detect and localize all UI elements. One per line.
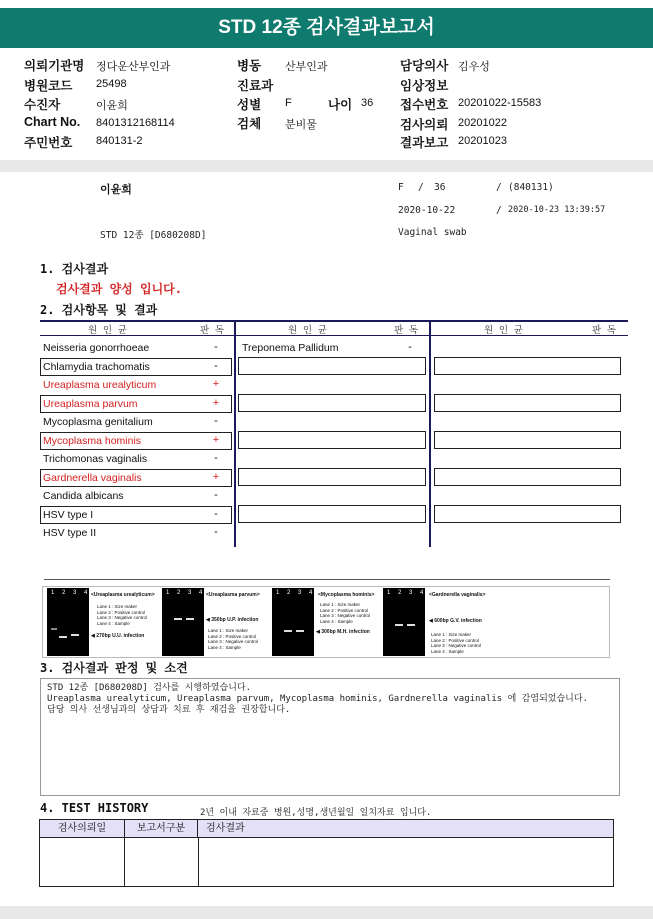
gel-ladder bbox=[51, 628, 57, 630]
gel-band-label: ◀ 350bp U.P. infection bbox=[206, 617, 259, 623]
gel-legend: Lane 1 : Size maker Lane 2 : Positive control Lane 3 : Negative control Lane 4 : Sample bbox=[431, 632, 482, 654]
col2-empty-box bbox=[238, 468, 426, 486]
col3-organism-header: 원 인 균 bbox=[484, 325, 523, 336]
summary-slash-1: / bbox=[418, 182, 424, 193]
report-label: 결과보고 bbox=[400, 136, 449, 150]
gel-band bbox=[186, 618, 194, 620]
gel-band bbox=[284, 630, 292, 632]
doctor-label: 담당의사 bbox=[400, 59, 449, 73]
col2-empty-box bbox=[238, 431, 426, 449]
history-col-request-date: 검사의뢰일 bbox=[40, 820, 125, 837]
request-value: 20201022 bbox=[458, 117, 507, 129]
page-separator bbox=[0, 160, 653, 172]
organism-result: - bbox=[214, 489, 218, 501]
gel-band bbox=[395, 624, 403, 626]
summary-slash-3: / bbox=[496, 205, 502, 216]
history-note: 2년 이내 자료중 병원,성명,생년월일 일치자료 입니다. bbox=[200, 808, 432, 818]
gel-title: <Ureaplasma parvum> bbox=[206, 592, 260, 598]
summary-specimen: Vaginal swab bbox=[398, 227, 467, 238]
gel-band bbox=[407, 624, 415, 626]
col1-organism-header: 원 인 균 bbox=[88, 325, 127, 336]
organism-result: + bbox=[212, 470, 220, 483]
table-divider-2 bbox=[429, 320, 431, 547]
sex-value: F bbox=[285, 97, 292, 109]
resident-value: 840131-2 bbox=[96, 135, 143, 147]
chart-label: Chart No. bbox=[24, 115, 81, 129]
organism-name: Mycoplasma hominis bbox=[43, 434, 142, 447]
gel-band-label: ◀ 270bp U.U. infection bbox=[91, 633, 145, 639]
col3-empty-box bbox=[434, 431, 621, 449]
code-value: 25498 bbox=[96, 78, 127, 90]
col3-empty-box bbox=[434, 468, 621, 486]
gel-image bbox=[272, 588, 314, 656]
gel-panel-gv bbox=[383, 588, 513, 656]
gel-panel-uu bbox=[47, 588, 180, 656]
col2-empty-box bbox=[238, 505, 426, 523]
opinion-text: STD 12종 [D680208D] 검사를 시행하였습니다. Ureaplasma urealyticum, Ureaplasma parvum, Mycoplasma hominis, Gardnerella vaginalis 에 감염되었습니다. 담당 의사 선생님과의 상담과 치료 후 재검을 권장합니다. bbox=[47, 683, 588, 715]
col2-empty-box bbox=[238, 394, 426, 412]
col2-organism-header: 원 인 균 bbox=[288, 325, 327, 336]
col3-empty-box bbox=[434, 505, 621, 523]
specimen-value: 분비물 bbox=[285, 119, 317, 131]
section1-result: 검사결과 양성 입니다. bbox=[56, 282, 183, 296]
specimen-label: 검체 bbox=[237, 117, 262, 131]
history-divider bbox=[198, 838, 199, 887]
section4-title: 4. TEST HISTORY bbox=[40, 801, 149, 815]
col3-result-header: 판 독 bbox=[592, 325, 617, 336]
organism-name: Mycoplasma genitalium bbox=[43, 416, 153, 428]
summary-test: STD 12종 [D680208D] bbox=[100, 230, 207, 241]
doctor-value: 김우성 bbox=[458, 61, 490, 73]
clinical-label: 임상정보 bbox=[400, 79, 449, 93]
ward-label: 병동 bbox=[237, 59, 262, 73]
age-label: 나이 bbox=[328, 98, 353, 112]
sex-label: 성별 bbox=[237, 98, 262, 112]
gel-lane-numbers: 1 2 3 4 bbox=[276, 590, 316, 596]
section3-title: 3. 검사결과 판정 및 소견 bbox=[40, 661, 188, 675]
organism-result: - bbox=[408, 341, 412, 353]
summary-sex: F bbox=[398, 182, 404, 193]
patient-label: 수진자 bbox=[24, 98, 61, 112]
summary-age: 36 bbox=[434, 182, 446, 193]
gel-image bbox=[383, 588, 425, 656]
organism-result: - bbox=[214, 526, 218, 538]
gel-band bbox=[174, 618, 182, 620]
summary-name: 이윤희 bbox=[100, 184, 132, 196]
section2-title: 2. 검사항목 및 결과 bbox=[40, 303, 158, 317]
organism-name: HSV type I bbox=[43, 508, 94, 521]
gel-title: <Gardnerella vaginalis> bbox=[429, 592, 486, 598]
summary-date-2: 2020-10-23 13:39:57 bbox=[508, 205, 606, 215]
col3-empty-box bbox=[434, 357, 621, 375]
opinion-box bbox=[40, 678, 620, 796]
gel-panel-mh bbox=[272, 588, 382, 656]
gel-image bbox=[47, 588, 89, 656]
gel-title: <Ureaplasma urealyticum> bbox=[91, 592, 155, 598]
history-table bbox=[39, 819, 614, 887]
summary-birth: (840131) bbox=[508, 182, 554, 193]
organism-result: + bbox=[212, 433, 220, 446]
receipt-value: 20201022-15583 bbox=[458, 97, 542, 109]
gel-legend: Lane 1 : Size maker Lane 2 : Positive control Lane 3 : Negative control Lane 4 : Sample bbox=[320, 602, 371, 624]
dept-label: 진료과 bbox=[237, 79, 274, 93]
hospital-label: 의뢰기관명 bbox=[24, 59, 85, 73]
history-col-result: 검사결과 bbox=[206, 823, 245, 834]
hospital-value: 정다운산부인과 bbox=[96, 61, 171, 73]
resident-label: 주민번호 bbox=[24, 136, 73, 150]
organism-name: Neisseria gonorrhoeae bbox=[43, 342, 150, 354]
organism-name: Trichomonas vaginalis bbox=[43, 453, 148, 465]
receipt-label: 접수번호 bbox=[400, 98, 449, 112]
gel-band bbox=[296, 630, 304, 632]
gel-band bbox=[59, 636, 67, 638]
organism-name: Treponema Pallidum bbox=[242, 342, 339, 354]
col1-result-header: 판 독 bbox=[200, 325, 225, 336]
gel-panel-up bbox=[162, 588, 272, 656]
gel-lane-numbers: 1 2 3 4 bbox=[166, 590, 206, 596]
organism-result: - bbox=[214, 341, 218, 353]
organism-name: HSV type II bbox=[43, 527, 97, 539]
gel-lane-numbers: 1 2 3 4 bbox=[387, 590, 427, 596]
report-title: STD 12종 검사결과보고서 bbox=[0, 8, 653, 48]
organism-result: - bbox=[214, 507, 218, 520]
organism-result: - bbox=[214, 415, 218, 427]
col3-empty-box bbox=[434, 394, 621, 412]
gel-strip bbox=[42, 586, 610, 658]
ward-value: 산부인과 bbox=[285, 61, 328, 73]
table-top-rule bbox=[40, 320, 628, 322]
organism-result: - bbox=[214, 359, 218, 372]
organism-name: Chlamydia trachomatis bbox=[43, 360, 150, 373]
organism-name: Gardnerella vaginalis bbox=[43, 471, 142, 484]
gel-legend: Lane 1 : Size maker Lane 2 : Positive control Lane 3 : Negative control Lane 4 : Sample bbox=[97, 604, 148, 626]
age-value: 36 bbox=[361, 97, 374, 109]
request-label: 검사의뢰 bbox=[400, 118, 449, 132]
col2-result-header: 판 독 bbox=[394, 325, 419, 336]
organism-name: Ureaplasma parvum bbox=[43, 397, 138, 410]
gel-legend: Lane 1 : Size maker Lane 2 : Positive control Lane 3 : Negative control Lane 4 : Sample bbox=[208, 628, 259, 650]
gel-band-label: ◀ 600bp G.V. infection bbox=[429, 618, 482, 624]
table-head-rule bbox=[40, 335, 628, 336]
history-header-row bbox=[40, 820, 613, 838]
history-divider bbox=[124, 838, 125, 887]
gel-band bbox=[71, 634, 79, 636]
gel-top-rule bbox=[44, 579, 610, 580]
organism-name: Candida albicans bbox=[43, 490, 124, 502]
page-bottom-margin bbox=[0, 906, 653, 919]
organism-result: - bbox=[214, 452, 218, 464]
section1-title: 1. 검사결과 bbox=[40, 262, 109, 276]
history-col-report-type: 보고서구분 bbox=[125, 820, 198, 837]
gel-image bbox=[162, 588, 204, 656]
table-divider-1 bbox=[234, 320, 236, 547]
code-label: 병원코드 bbox=[24, 79, 73, 93]
patient-value: 이윤희 bbox=[96, 100, 128, 112]
chart-value: 8401312168114 bbox=[96, 117, 175, 129]
organism-name: Ureaplasma urealyticum bbox=[43, 379, 157, 391]
organism-result: + bbox=[212, 378, 220, 390]
col2-empty-box bbox=[238, 357, 426, 375]
organism-result: + bbox=[212, 396, 220, 409]
report-value: 20201023 bbox=[458, 135, 507, 147]
gel-title: <Mycoplasma hominis> bbox=[318, 592, 375, 598]
gel-band-label: ◀ 300bp M.H. infection bbox=[316, 629, 370, 635]
gel-lane-numbers: 1 2 3 4 bbox=[51, 590, 91, 596]
summary-slash-2: / bbox=[496, 182, 502, 193]
summary-date-1: 2020-10-22 bbox=[398, 205, 456, 216]
